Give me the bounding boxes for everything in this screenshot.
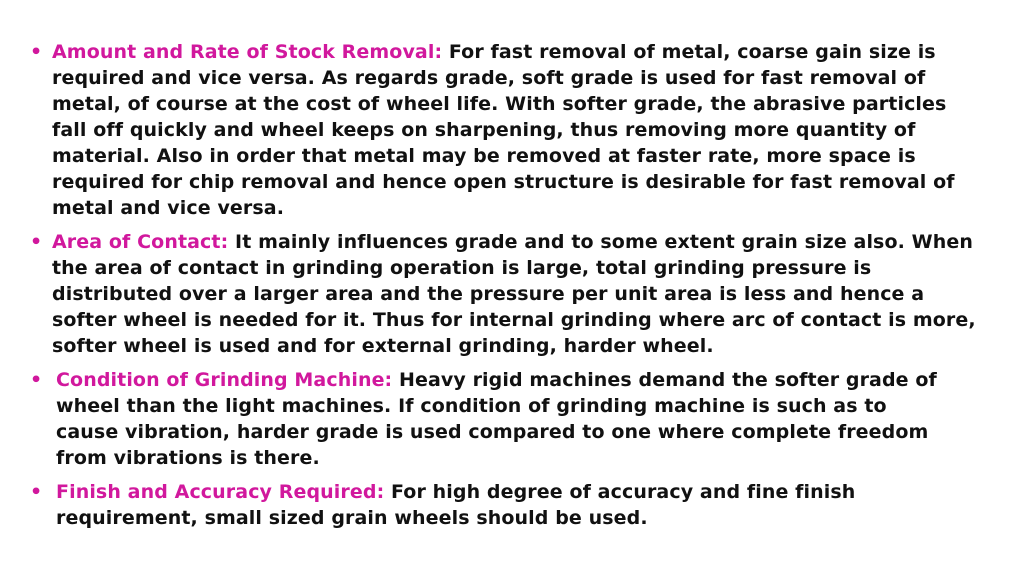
bullet-term: Amount and Rate of Stock Removal: <box>52 41 443 63</box>
bullet-marker: • <box>30 231 43 253</box>
bullet-item-stock-removal <box>30 39 980 221</box>
bullet-item-machine-condition <box>30 367 946 471</box>
bullet-item-finish-accuracy <box>30 479 876 531</box>
bullet-list <box>30 39 980 539</box>
bullet-text: Heavy rigid machines demand the softer grade of wheel than the light machines. If condition of grinding machine is such as to cause vibration, harder grade is used compared to one where complete freedom from vibrations is there. <box>56 369 937 469</box>
bullet-term: Area of Contact: <box>52 231 229 253</box>
bullet-term: Condition of Grinding Machine: <box>56 369 393 391</box>
bullet-item-area-of-contact <box>30 229 980 359</box>
bullet-text: For fast removal of metal, coarse gain size is required and vice versa. As regards grade, soft grade is used for fast removal of metal, of course at the cost of wheel life. With softer grade, the abrasive particles fall off quickly and wheel keeps on sharpening, thus removing more quantity of material. Also in order that metal may be removed at faster rate, more space is required for chip removal and hence open structure is desirable for fast removal of metal and vice versa. <box>52 41 955 219</box>
bullet-marker: • <box>30 481 43 503</box>
bullet-text: For high degree of accuracy and fine finish requirement, small sized grain wheels should be used. <box>56 481 856 529</box>
bullet-marker: • <box>30 41 43 63</box>
bullet-marker: • <box>30 369 43 391</box>
bullet-term: Finish and Accuracy Required: <box>56 481 385 503</box>
bullet-text: It mainly influences grade and to some extent grain size also. When the area of contact in grinding operation is large, total grinding pressure is distributed over a larger area and the pressure per unit area is less and hence a softer wheel is needed for it. Thus for internal grinding where arc of contact is more, softer wheel is used and for external grinding, harder wheel. <box>52 231 976 357</box>
